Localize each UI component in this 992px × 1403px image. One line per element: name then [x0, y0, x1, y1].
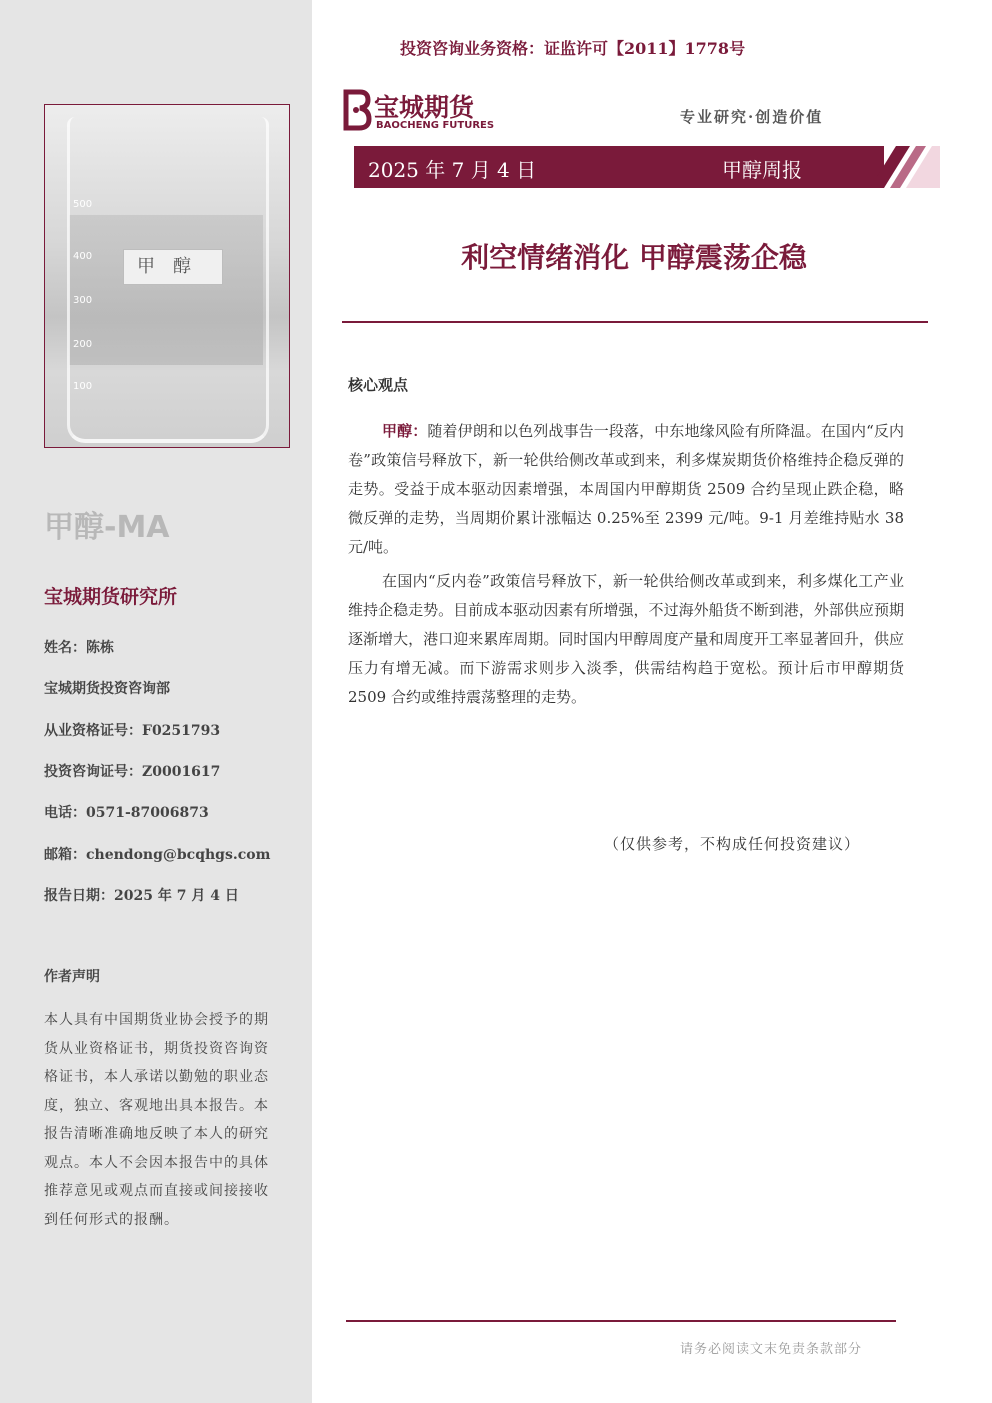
beaker-label: 甲醇 — [123, 249, 223, 285]
consult-license: 投资咨询证号：Z0001617 — [44, 764, 221, 780]
report-type: 甲醇周报 — [722, 158, 802, 182]
logo-text-en: BAOCHENG FUTURES — [376, 120, 495, 131]
institute-name: 宝城期货研究所 — [44, 586, 178, 608]
phone: 电话：0571-87006873 — [44, 805, 209, 821]
product-code: 甲醇-MA — [44, 510, 170, 545]
title-banner — [354, 146, 884, 188]
sidebar — [0, 0, 312, 1403]
declaration-title: 作者声明 — [44, 969, 100, 985]
beaker-tick: 500 — [73, 199, 93, 210]
beaker-tick: 200 — [73, 339, 93, 350]
company-logo — [340, 88, 510, 134]
paragraph-1-body: 随着伊朗和以色列战事告一段落，中东地缘风险有所降温。在国内“反内卷”政策信号释放下，新一轮供给侧改革或到来，利多煤炭期货价格维持企稳反弹的走势。受益于成本驱动因素增强，本周国内甲醇期货 2509 合约呈现止跌企稳，略微反弹的走势，当周期价累计涨幅达 0.25%至 2399 元/吨。9-1 月差维持贴水 38 元/吨。 — [348, 422, 904, 556]
paragraph-lead: 甲醇： — [382, 422, 428, 440]
qualification-line: 投资咨询业务资格：证监许可【2011】1778号 — [400, 39, 746, 58]
declaration-body: 本人具有中国期货业协会授予的期货从业资格证书，期货投资咨询资格证书，本人承诺以勤勉的职业态度，独立、客观地出具本报告。本报告清晰准确地反映了本人的研究观点。本人不会因本报告中的具体推荐意见或观点而直接或间接接收到任何形式的报酬。 — [44, 1012, 269, 1228]
methanol-beaker-photo — [44, 104, 290, 448]
banner-date: 2025 年 7 月 4 日 — [368, 158, 537, 182]
beaker-tick: 100 — [73, 381, 93, 392]
email: 邮箱：chendong@bcqhgs.com — [44, 847, 271, 863]
logo-mark-icon — [340, 88, 372, 132]
author-name: 姓名：陈栋 — [44, 640, 114, 656]
slogan: 专业研究·创造价值 — [680, 108, 824, 126]
practice-license: 从业资格证号：F0251793 — [44, 723, 221, 739]
logo-text-cn: 宝城期货 — [374, 93, 475, 122]
paragraph-2: 在国内“反内卷”政策信号释放下，新一轮供给侧改革或到来，利多煤化工产业维持企稳走势。目前成本驱动因素有所增强，不过海外船货不断到港，外部供应预期逐渐增大，港口迎来累库周期。同时国内甲醇周度产量和周度开工率显著回升，供应压力有增无减。而下游需求则步入淡季，供需结构趋于宽松。预计后市甲醇期货 2509 合约或维持震荡整理的走势。 — [348, 572, 904, 706]
report-headline: 利空情绪消化 甲醇震荡企稳 — [461, 241, 807, 274]
core-view-title: 核心观点 — [348, 376, 409, 394]
beaker-tick: 300 — [73, 295, 93, 306]
headline-divider — [342, 321, 928, 323]
department: 宝城期货投资咨询部 — [44, 681, 170, 697]
beaker-tick: 400 — [73, 251, 93, 262]
footer-divider — [346, 1320, 896, 1322]
paragraph-1 — [348, 417, 904, 562]
reference-note: （仅供参考，不构成任何投资建议） — [604, 835, 861, 853]
report-date: 报告日期：2025 年 7 月 4 日 — [44, 888, 239, 904]
disclaimer-note: 请务必阅读文末免责条款部分 — [680, 1342, 863, 1357]
banner-stripes — [870, 146, 940, 188]
